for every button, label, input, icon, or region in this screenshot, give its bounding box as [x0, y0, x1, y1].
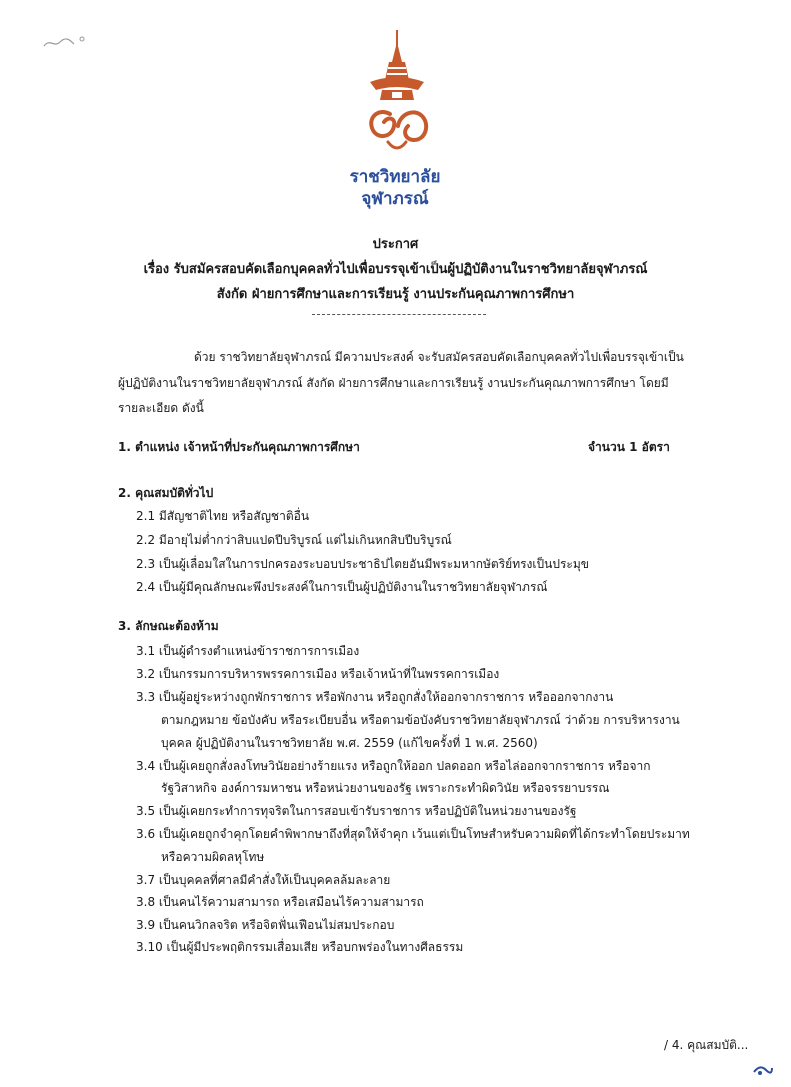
title-divider: [312, 314, 486, 315]
qualification-item: 2.4 เป็นผู้มีคุณลักษณะพึงประสงค์ในการเป็นผู้ปฏิบัติงานในราชวิทยาลัยจุฬาภรณ์: [136, 580, 548, 594]
intro-line1: ด้วย ราชวิทยาลัยจุฬาภรณ์ มีความประสงค์ จะรับสมัครสอบคัดเลือกบุคคลทั่วไปเพื่อบรรจุเข้าเป็น: [194, 350, 684, 364]
announcement-subject-line1: เรื่อง รับสมัครสอบคัดเลือกบุคคลทั่วไปเพื่อบรรจุเข้าเป็นผู้ปฏิบัติงานในราชวิทยาลัยจุฬาภรณ์: [143, 262, 648, 277]
college-emblem-icon: [352, 28, 442, 168]
prohibition-item-continued: รัฐวิสาหกิจ องค์การมหาชน หรือหน่วยงานของรัฐ เพราะกระทำผิดวินัย หรือจรรยาบรรณ: [161, 781, 610, 795]
institution-name-line2: จุฬาภรณ์: [361, 189, 429, 209]
section-general-qualifications-title: 2. คุณสมบัติทั่วไป: [118, 486, 214, 500]
prohibition-item: 3.9 เป็นคนวิกลจริต หรือจิตฟั่นเฟือนไม่สมประกอบ: [136, 918, 395, 932]
prohibition-item: 3.8 เป็นคนไร้ความสามารถ หรือเสมือนไร้ความสามารถ: [136, 895, 424, 909]
position-title: 1. ตำแหน่ง เจ้าหน้าที่ประกันคุณภาพการศึกษา: [118, 440, 360, 454]
prohibition-item: 3.1 เป็นผู้ดำรงตำแหน่งข้าราชการการเมือง: [136, 644, 360, 658]
section-prohibited-title: 3. ลักษณะต้องห้าม: [118, 619, 219, 633]
institution-name-line1: ราชวิทยาลัย: [349, 167, 441, 187]
prohibition-item-continued: หรือความผิดลหุโทษ: [161, 850, 265, 864]
position-quantity: จำนวน 1 อัตรา: [588, 440, 670, 454]
prohibition-item: 3.10 เป็นผู้มีประพฤติกรรมเสื่อมเสีย หรือบกพร่องในทางศีลธรรม: [136, 940, 464, 954]
handwritten-mark: [42, 34, 90, 52]
prohibition-item-continued: ตามกฎหมาย ข้อบังคับ หรือระเบียบอื่น หรือตามข้อบังคับราชวิทยาลัยจุฬาภรณ์ ว่าด้วย การบริหารงาน: [161, 713, 680, 727]
prohibition-item: 3.2 เป็นกรรมการบริหารพรรคการเมือง หรือเจ้าหน้าที่ในพรรคการเมือง: [136, 667, 500, 681]
continuation-note: / 4. คุณสมบัติ...: [664, 1038, 749, 1052]
prohibition-item-continued: บุคคล ผู้ปฏิบัติงานในราชวิทยาลัย พ.ศ. 2559 (แก้ไขครั้งที่ 1 พ.ศ. 2560): [161, 736, 538, 750]
qualification-item: 2.2 มีอายุไม่ต่ำกว่าสิบแปดปีบริบูรณ์ แต่ไม่เกินหกสิบปีบริบูรณ์: [136, 533, 452, 547]
prohibition-item: 3.6 เป็นผู้เคยถูกจำคุกโดยคำพิพากษาถึงที่สุดให้จำคุก เว้นแต่เป็นโทษสำหรับความผิดที่ได้กระทำโดยประมาท: [136, 827, 690, 841]
page-mark-icon: [752, 1058, 774, 1078]
prohibition-item: 3.7 เป็นบุคคลที่ศาลมีคำสั่งให้เป็นบุคคลล้มละลาย: [136, 873, 391, 887]
qualification-item: 2.1 มีสัญชาติไทย หรือสัญชาติอื่น: [136, 509, 310, 523]
prohibition-item: 3.3 เป็นผู้อยู่ระหว่างถูกพักราชการ หรือพักงาน หรือถูกสั่งให้ออกจากราชการ หรือออกจากงาน: [136, 690, 614, 704]
intro-line2: ผู้ปฏิบัติงานในราชวิทยาลัยจุฬาภรณ์ สังกัด ฝ่ายการศึกษาและการเรียนรู้ งานประกันคุณภาพการศึกษา โดยมี: [118, 376, 669, 390]
announcement-label: ประกาศ: [372, 237, 419, 252]
announcement-subject-line2: สังกัด ฝ่ายการศึกษาและการเรียนรู้ งานประกันคุณภาพการศึกษา: [216, 287, 575, 302]
prohibition-item: 3.5 เป็นผู้เคยกระทำการทุจริตในการสอบเข้ารับราชการ หรือปฏิบัติในหน่วยงานของรัฐ: [136, 804, 577, 818]
intro-line3: รายละเอียด ดังนี้: [118, 401, 204, 415]
qualification-item: 2.3 เป็นผู้เลื่อมใสในการปกครองระบอบประชาธิปไตยอันมีพระมหากษัตริย์ทรงเป็นประมุข: [136, 557, 589, 571]
prohibition-item: 3.4 เป็นผู้เคยถูกสั่งลงโทษวินัยอย่างร้ายแรง หรือถูกให้ออก ปลดออก หรือไล่ออกจากราชการ หรือจาก: [136, 759, 651, 773]
